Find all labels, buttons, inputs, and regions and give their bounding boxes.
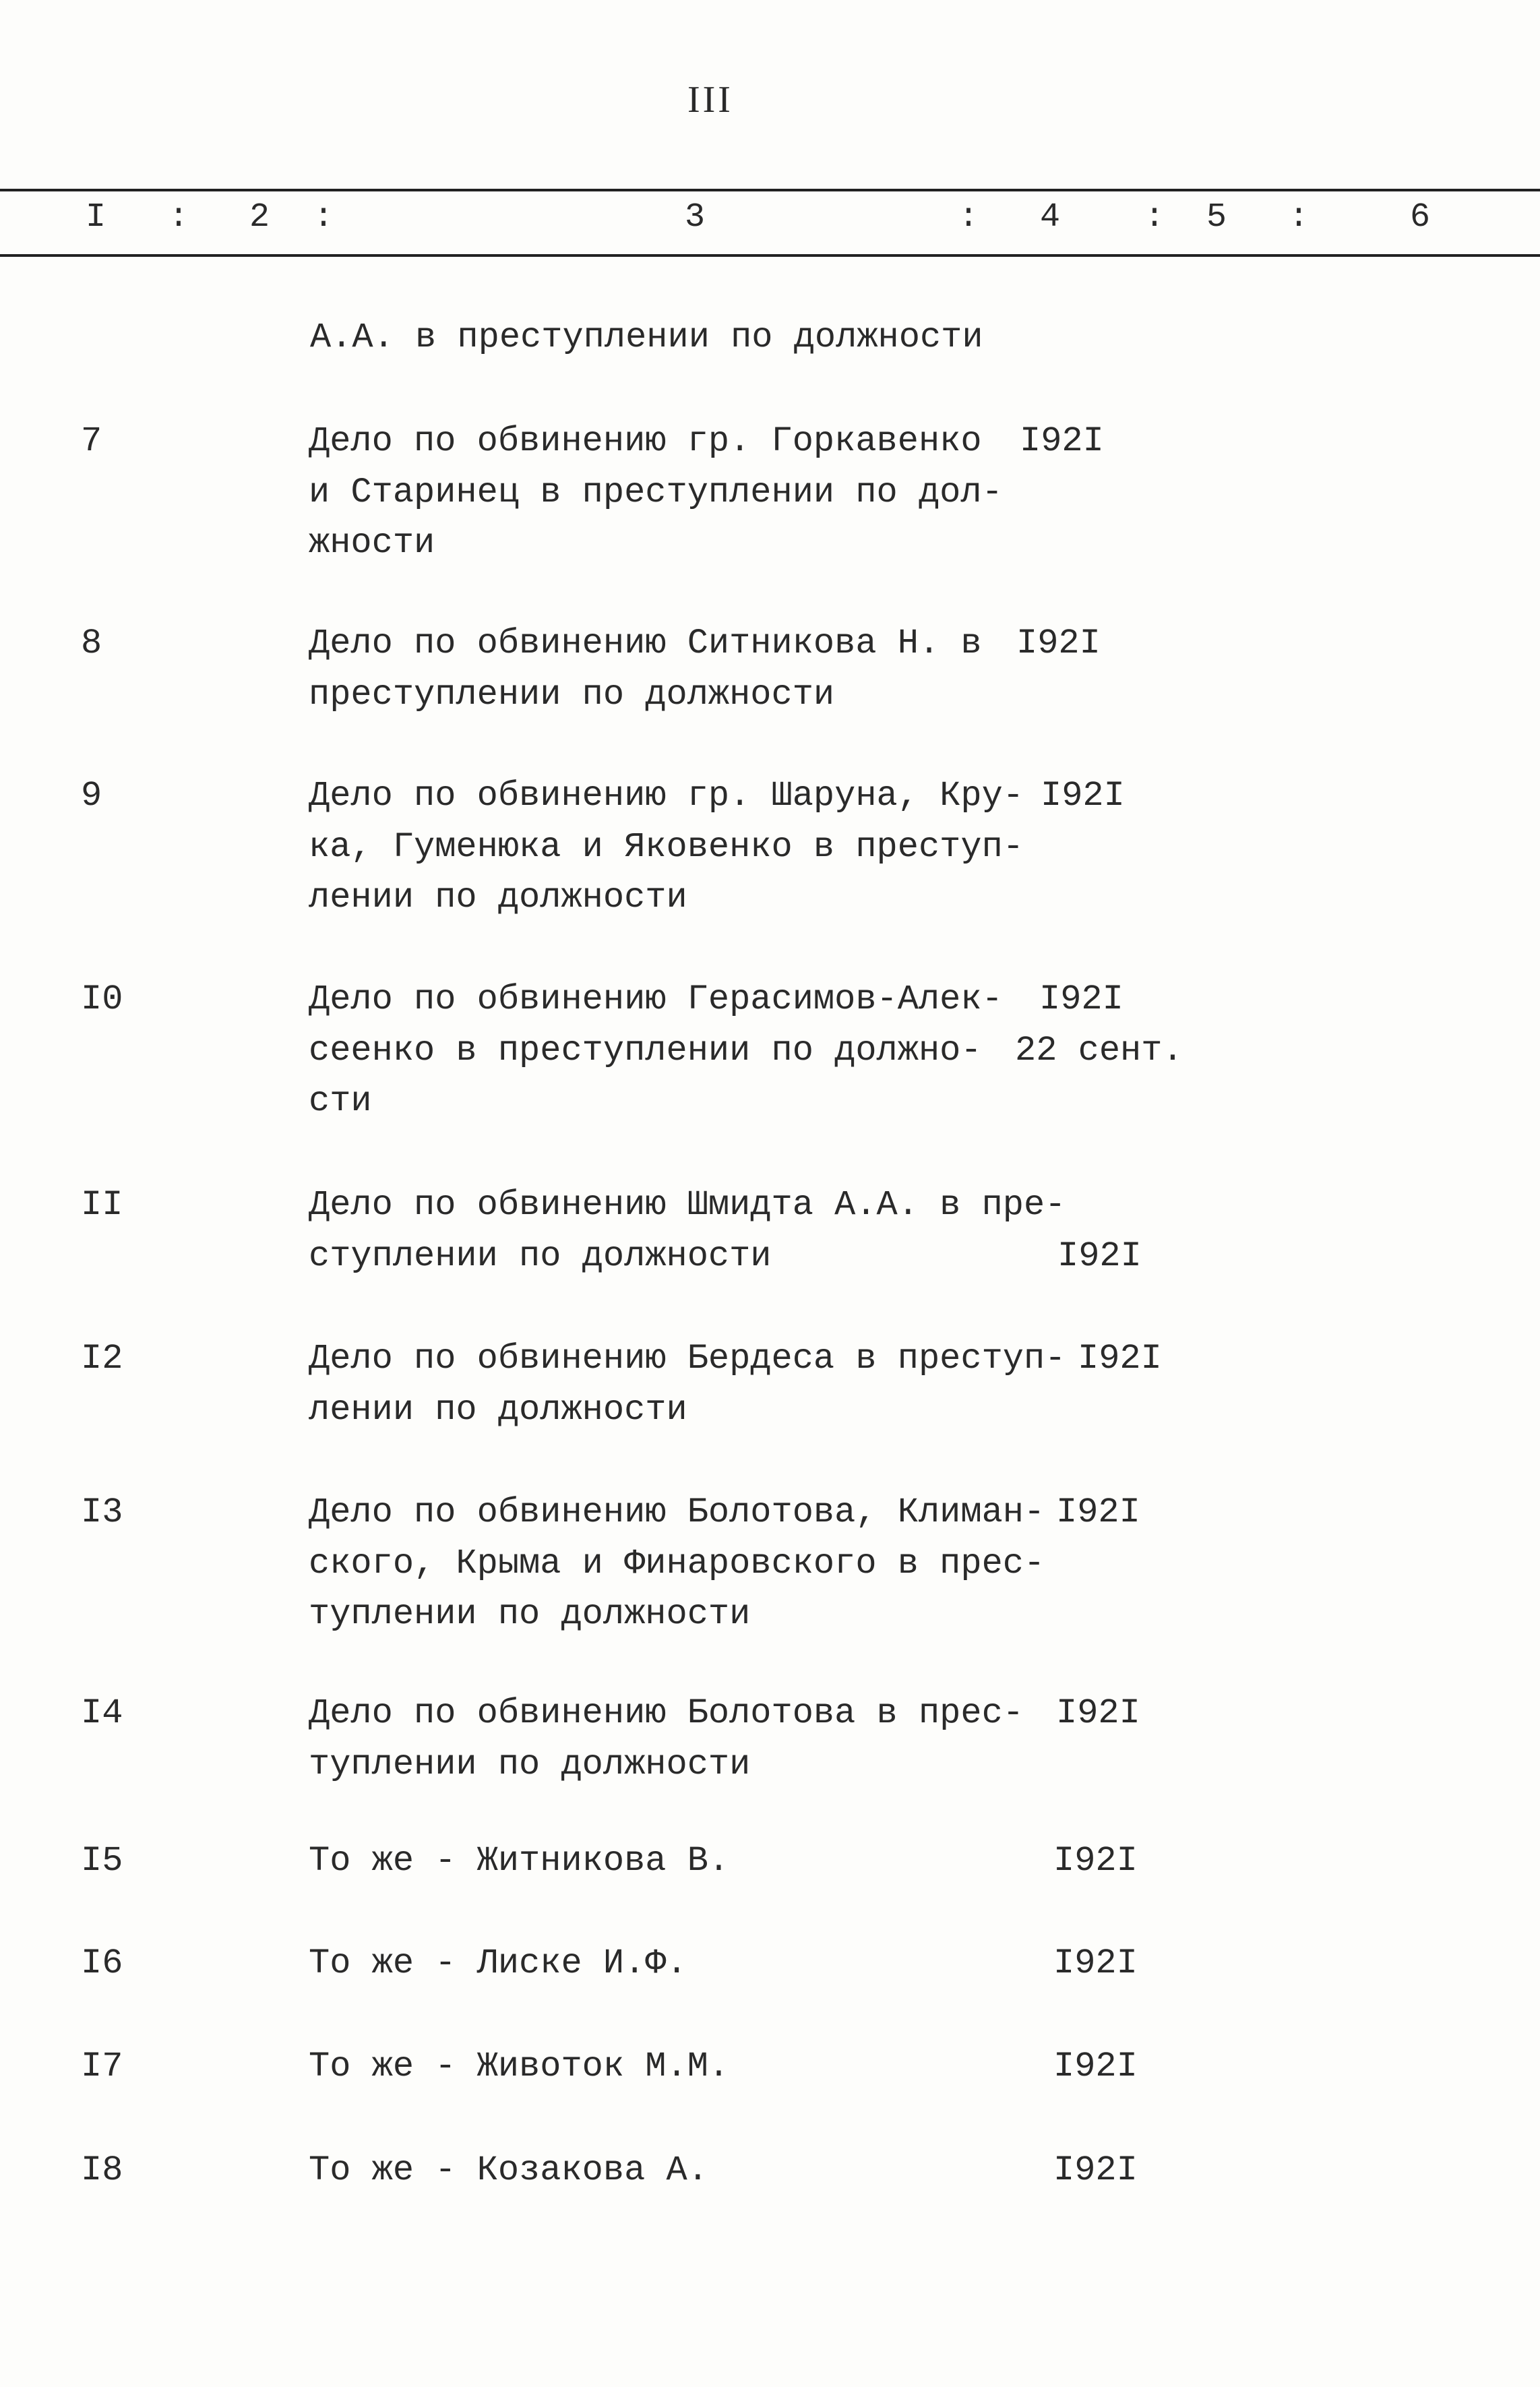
row-number: I7 bbox=[81, 2047, 123, 2086]
column-separator: : bbox=[168, 198, 189, 237]
column-header-6: 6 bbox=[1410, 198, 1431, 237]
column-header-5: 5 bbox=[1206, 198, 1227, 237]
row-title-line: То же - Житникова В. bbox=[309, 1841, 730, 1881]
row-title-line: преступлении по должности bbox=[309, 674, 835, 715]
column-separator: : bbox=[313, 198, 334, 237]
row-number: 9 bbox=[81, 776, 102, 816]
row-year: I92I bbox=[1053, 1841, 1138, 1881]
row-title-line: Дело по обвинению Шмидта А.А. в пре- bbox=[309, 1185, 1066, 1225]
row-year: I92I bbox=[1053, 2150, 1138, 2190]
column-separator: : bbox=[1289, 198, 1310, 237]
header-bottom-rule bbox=[0, 254, 1540, 257]
row-number: 7 bbox=[81, 421, 102, 461]
row-title-line: Дело по обвинению гр. Горкавенко bbox=[309, 421, 982, 461]
row-year: I92I bbox=[1057, 1236, 1142, 1276]
continuation-text: А.А. в преступлении по должности bbox=[310, 318, 983, 357]
row-year: I92I bbox=[1020, 421, 1104, 461]
row-title-line: Дело по обвинению Герасимов-Алек- bbox=[309, 979, 1003, 1019]
row-title-line: Дело по обвинению Болотова, Климан- bbox=[309, 1492, 1045, 1532]
row-title-line: Дело по обвинению Болотова в прес- bbox=[309, 1693, 1024, 1733]
row-date: 22 сент. bbox=[1015, 1030, 1183, 1070]
row-title-line: и Старинец в преступлении по дол- bbox=[309, 472, 1003, 512]
row-number: I8 bbox=[81, 2150, 123, 2190]
row-title-line: туплении по должности bbox=[309, 1744, 751, 1784]
column-header-1: I bbox=[86, 198, 106, 237]
row-title-line: То же - Животок М.М. bbox=[309, 2047, 730, 2086]
row-title-line: сеенко в преступлении по должно- bbox=[309, 1030, 982, 1070]
column-separator: : bbox=[958, 198, 979, 237]
row-year: I92I bbox=[1078, 1339, 1162, 1379]
row-title-line: Дело по обвинению Ситникова Н. в bbox=[309, 624, 982, 663]
row-number: 8 bbox=[81, 624, 102, 663]
row-year: I92I bbox=[1016, 624, 1101, 663]
row-title-line: То же - Лиске И.Ф. bbox=[309, 1943, 687, 1983]
row-year: I92I bbox=[1053, 2047, 1138, 2086]
row-title-line: ка, Гуменюка и Яковенко в преступ- bbox=[309, 826, 1024, 867]
row-number: I5 bbox=[81, 1841, 123, 1881]
page-number: III bbox=[687, 79, 733, 121]
row-title-line: жности bbox=[309, 523, 435, 563]
row-title-line: Дело по обвинению гр. Шаруна, Кру- bbox=[309, 776, 1024, 816]
column-header-3: 3 bbox=[685, 198, 706, 237]
row-number: I3 bbox=[81, 1492, 123, 1532]
row-title-line: ского, Крыма и Финаровского в прес- bbox=[309, 1543, 1045, 1583]
row-number: I4 bbox=[81, 1693, 123, 1733]
row-number: II bbox=[81, 1185, 123, 1225]
row-title-line: лении по должности bbox=[309, 1389, 687, 1430]
row-year: I92I bbox=[1039, 979, 1123, 1019]
row-number: I6 bbox=[81, 1943, 123, 1983]
column-separator: : bbox=[1144, 198, 1165, 237]
row-title-line: Дело по обвинению Бердеса в преступ- bbox=[309, 1339, 1066, 1379]
column-header-4: 4 bbox=[1040, 198, 1061, 237]
row-title-line: То же - Козакова А. bbox=[309, 2150, 708, 2190]
row-number: I2 bbox=[81, 1339, 123, 1379]
row-year: I92I bbox=[1056, 1693, 1140, 1733]
row-number: I0 bbox=[81, 979, 123, 1019]
header-top-rule bbox=[0, 189, 1540, 191]
row-year: I92I bbox=[1053, 1943, 1138, 1983]
row-title-line: ступлении по должности bbox=[309, 1236, 772, 1276]
row-title-line: сти bbox=[309, 1081, 372, 1121]
row-year: I92I bbox=[1056, 1492, 1140, 1532]
row-title-line: туплении по должности bbox=[309, 1594, 751, 1634]
row-title-line: лении по должности bbox=[309, 878, 687, 917]
column-header-2: 2 bbox=[249, 198, 270, 237]
row-year: I92I bbox=[1041, 776, 1125, 816]
